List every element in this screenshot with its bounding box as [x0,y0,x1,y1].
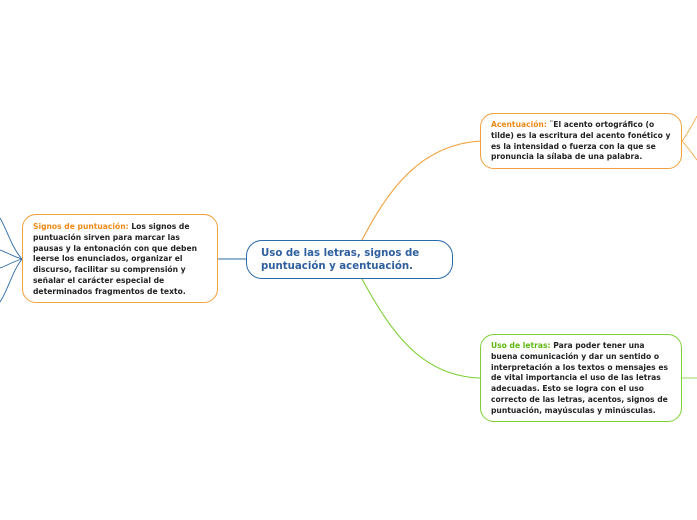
topic-letras-label: Uso de letras: [491,341,551,350]
topic-acentuacion[interactable] [480,113,682,169]
topic-uso-de-letras[interactable] [480,334,682,422]
topic-signos-de-puntuacion[interactable] [22,214,218,303]
connector-signos-child-1 [0,218,22,259]
connector-signos-child-4 [0,259,22,302]
topic-acentuacion-text: ¨El acento ortográfico (o tilde) es la escritura del acento fonético y es la intensidad o fuerza con la que se pronuncia la sílaba de una palabra. [491,120,671,162]
topic-letras-text: Para poder tener una buena comunicación y dar un sentido o interpretación a los textos o mensajes es de vital importancia el uso de las letras adecuadas. Esto se logra con el uso correcto de las letras, acentos, signos de puntuación, mayúsculas y minúsculas. [491,341,668,415]
topic-acentuacion-label: Acentuación: [491,120,547,129]
topic-signos-text: Los signos de puntuación sirven para marcar las pausas y la entonación con que deben leerse los enunciados, organizar el discurso, facilitar su comprensión y señalar el carácter especial de determinados fragmentos de texto. [33,222,198,296]
topic-signos-label: Signos de puntuación: [33,222,129,231]
connector-acentuacion [362,141,480,240]
connector-acentuacion-child-2 [682,141,697,160]
central-topic-text: Uso de las letras, signos de puntuación y acentuación. [261,248,420,273]
connector-letras [362,279,480,378]
central-topic[interactable] [246,240,453,279]
connector-acentuacion-child-1 [682,116,697,141]
